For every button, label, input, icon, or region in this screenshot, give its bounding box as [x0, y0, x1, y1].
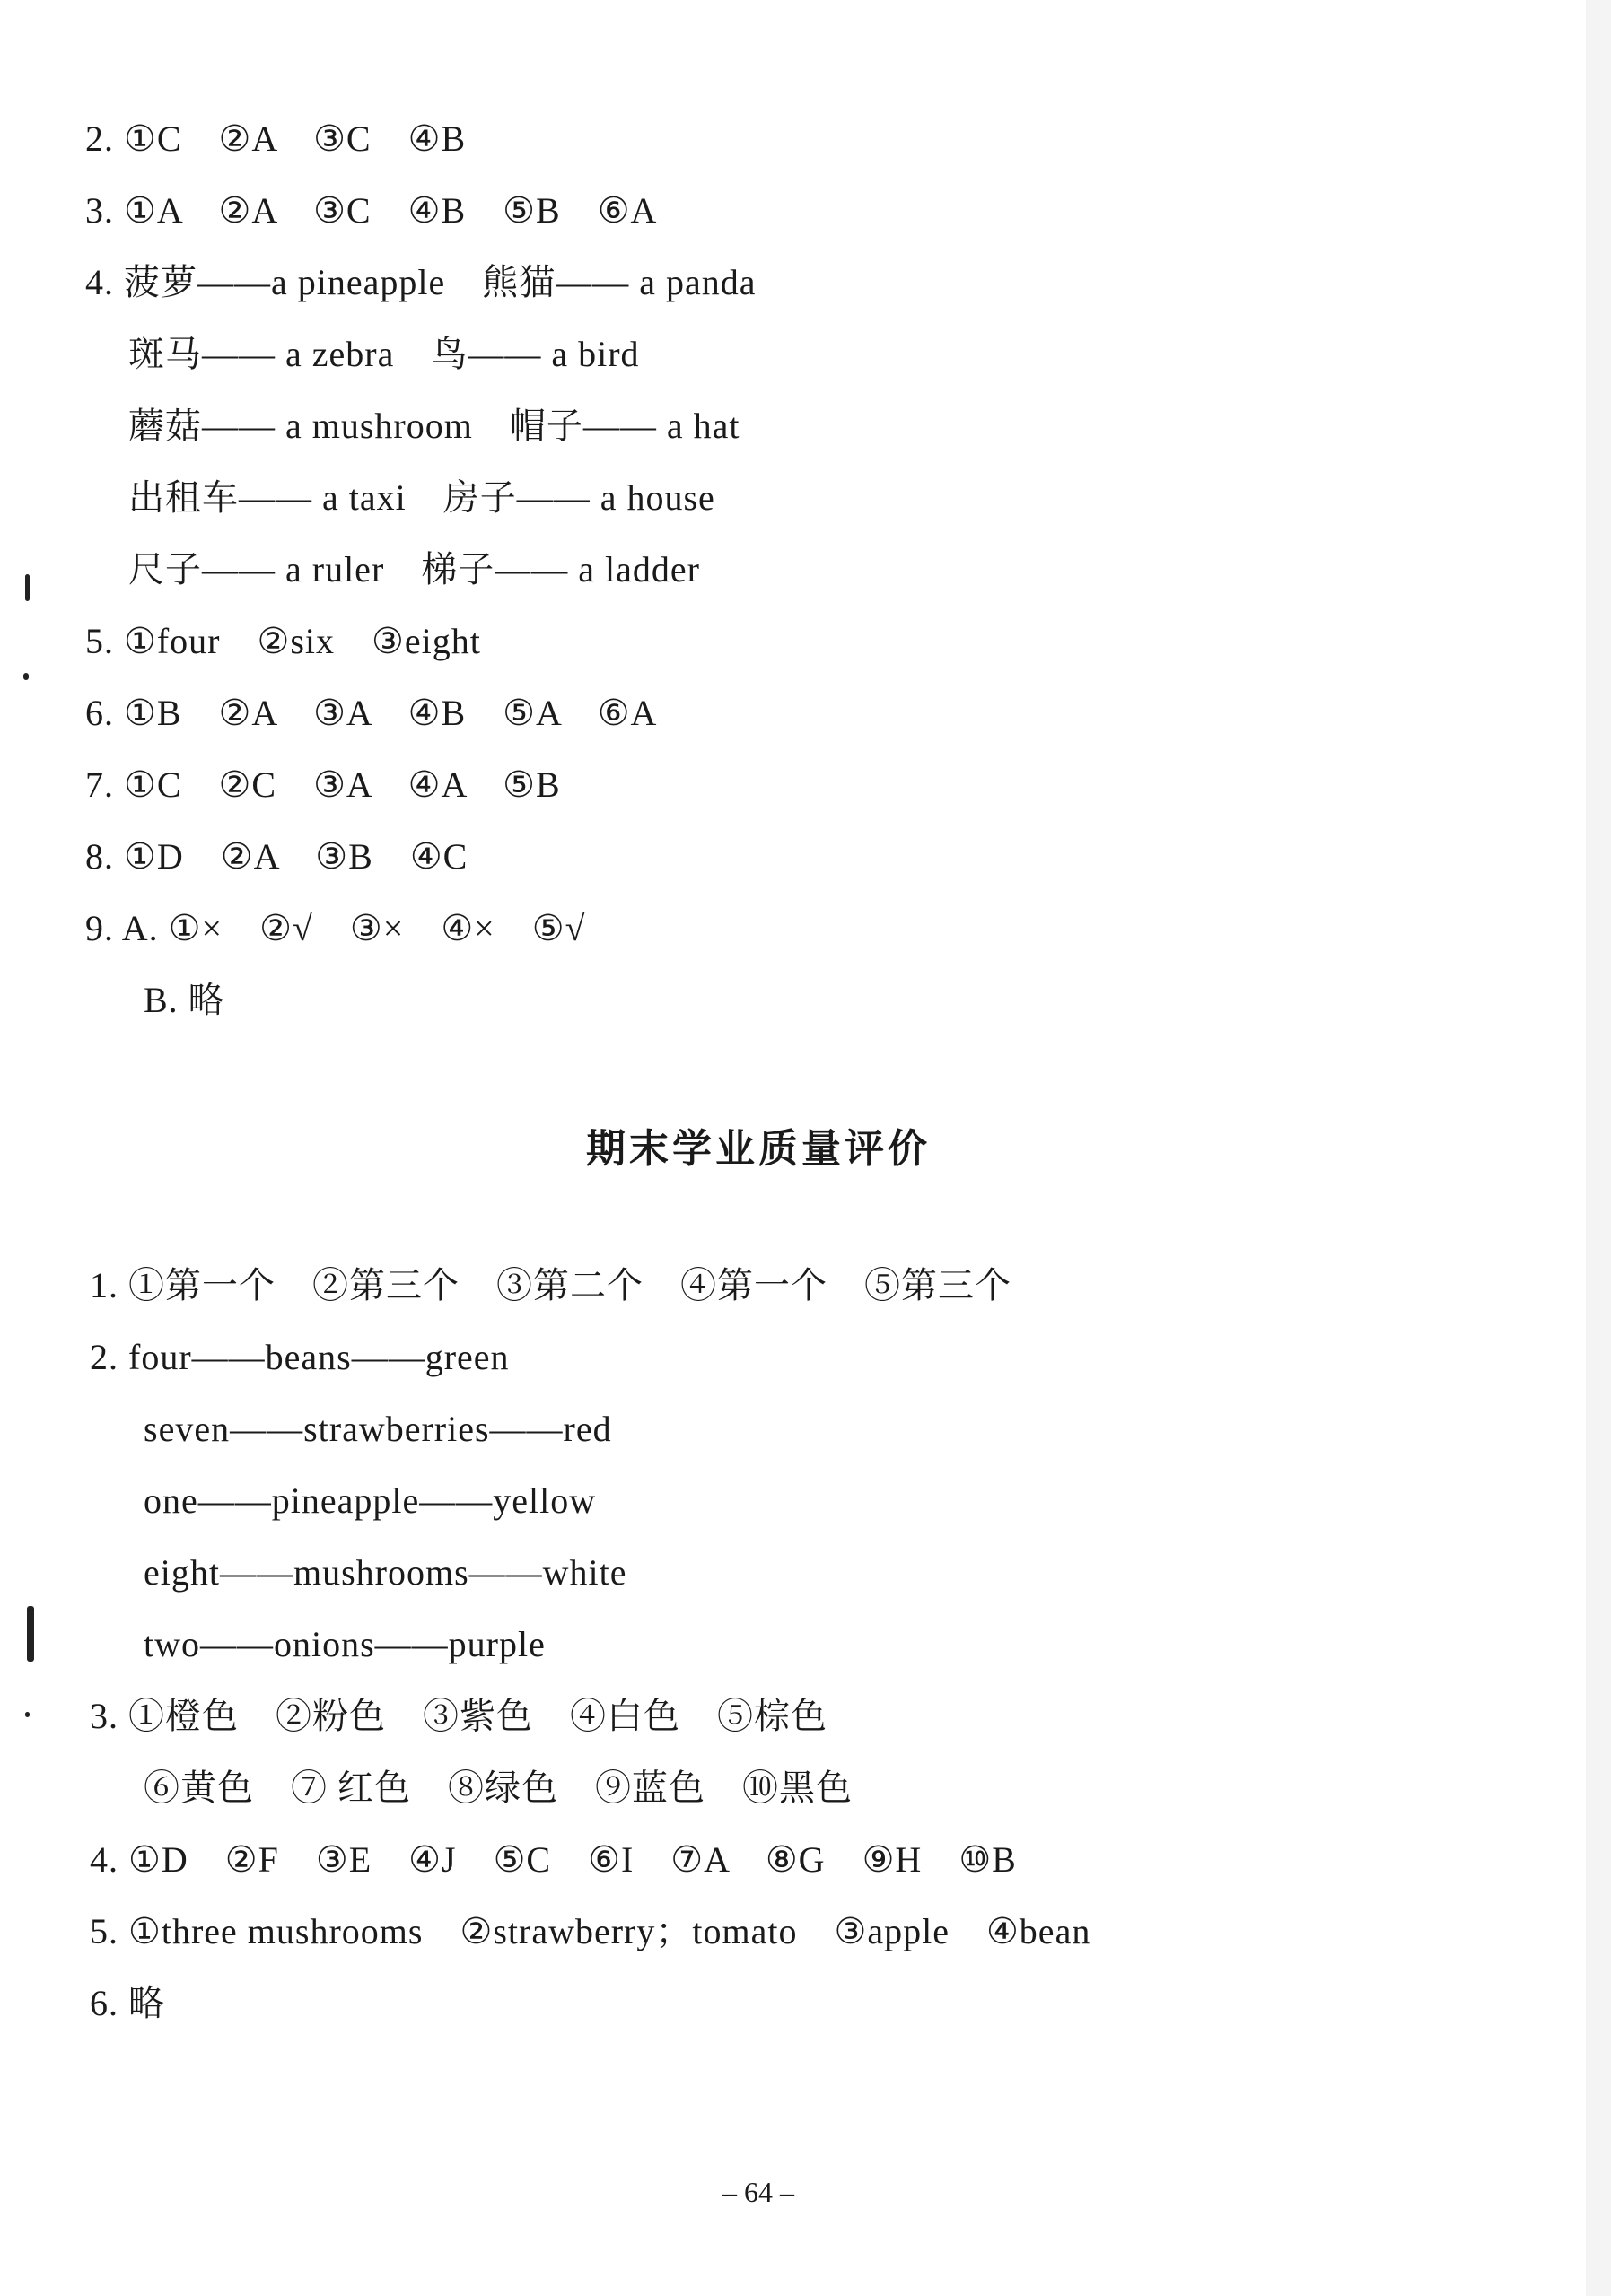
answer-line: 9. A. ①× ②√ ③× ④× ⑤√	[85, 908, 586, 948]
answer-line: 7. ①C ②C ③A ④A ⑤B	[85, 764, 561, 805]
answer-line: 蘑菇—— a mushroom 帽子—— a hat	[128, 406, 740, 446]
scan-mark	[25, 574, 30, 601]
answer-line: 3. ①橙色 ②粉色 ③紫色 ④白色 ⑤棕色	[90, 1696, 827, 1736]
answer-line: 尺子—— a ruler 梯子—— a ladder	[128, 549, 700, 589]
answer-line: 3. ①A ②A ③C ④B ⑤B ⑥A	[85, 190, 658, 231]
scan-mark	[23, 673, 29, 680]
scan-mark	[25, 1712, 30, 1717]
section-title: 期末学业质量评价	[586, 1126, 931, 1172]
answer-line: 2. ①C ②A ③C ④B	[85, 118, 467, 159]
answer-line: 2. four——beans——green	[90, 1337, 510, 1377]
answer-line: 斑马—— a zebra 鸟—— a bird	[128, 334, 640, 374]
answer-line: ⑥黄色 ⑦ 红色 ⑧绿色 ⑨蓝色 ⑩黑色	[144, 1768, 853, 1808]
answer-line: eight——mushrooms——white	[144, 1552, 627, 1593]
answer-line: one——pineapple——yellow	[144, 1480, 597, 1521]
answer-line: 5. ①three mushrooms ②strawberry；tomato ③apple ④bean	[90, 1911, 1091, 1951]
answer-line: 1. ①第一个 ②第三个 ③第二个 ④第一个 ⑤第三个	[90, 1265, 1011, 1305]
answer-line: 出租车—— a taxi 房子—— a house	[128, 477, 715, 518]
answer-line: 6. 略	[90, 1983, 165, 2023]
page-number: – 64 –	[722, 2176, 794, 2208]
answer-line: 8. ①D ②A ③B ④C	[85, 836, 468, 877]
scan-mark	[27, 1606, 34, 1662]
answer-line: seven——strawberries——red	[144, 1409, 612, 1449]
answer-line: 5. ①four ②six ③eight	[85, 621, 481, 661]
page-edge-shadow	[1586, 0, 1611, 2296]
answer-line: two——onions——purple	[144, 1624, 546, 1664]
answer-line: B. 略	[144, 980, 225, 1020]
answer-line: 4. ①D ②F ③E ④J ⑤C ⑥I ⑦A ⑧G ⑨H ⑩B	[90, 1839, 1017, 1880]
answer-line: 6. ①B ②A ③A ④B ⑤A ⑥A	[85, 693, 658, 733]
answer-line: 4. 菠萝——a pineapple 熊猫—— a panda	[85, 262, 757, 302]
